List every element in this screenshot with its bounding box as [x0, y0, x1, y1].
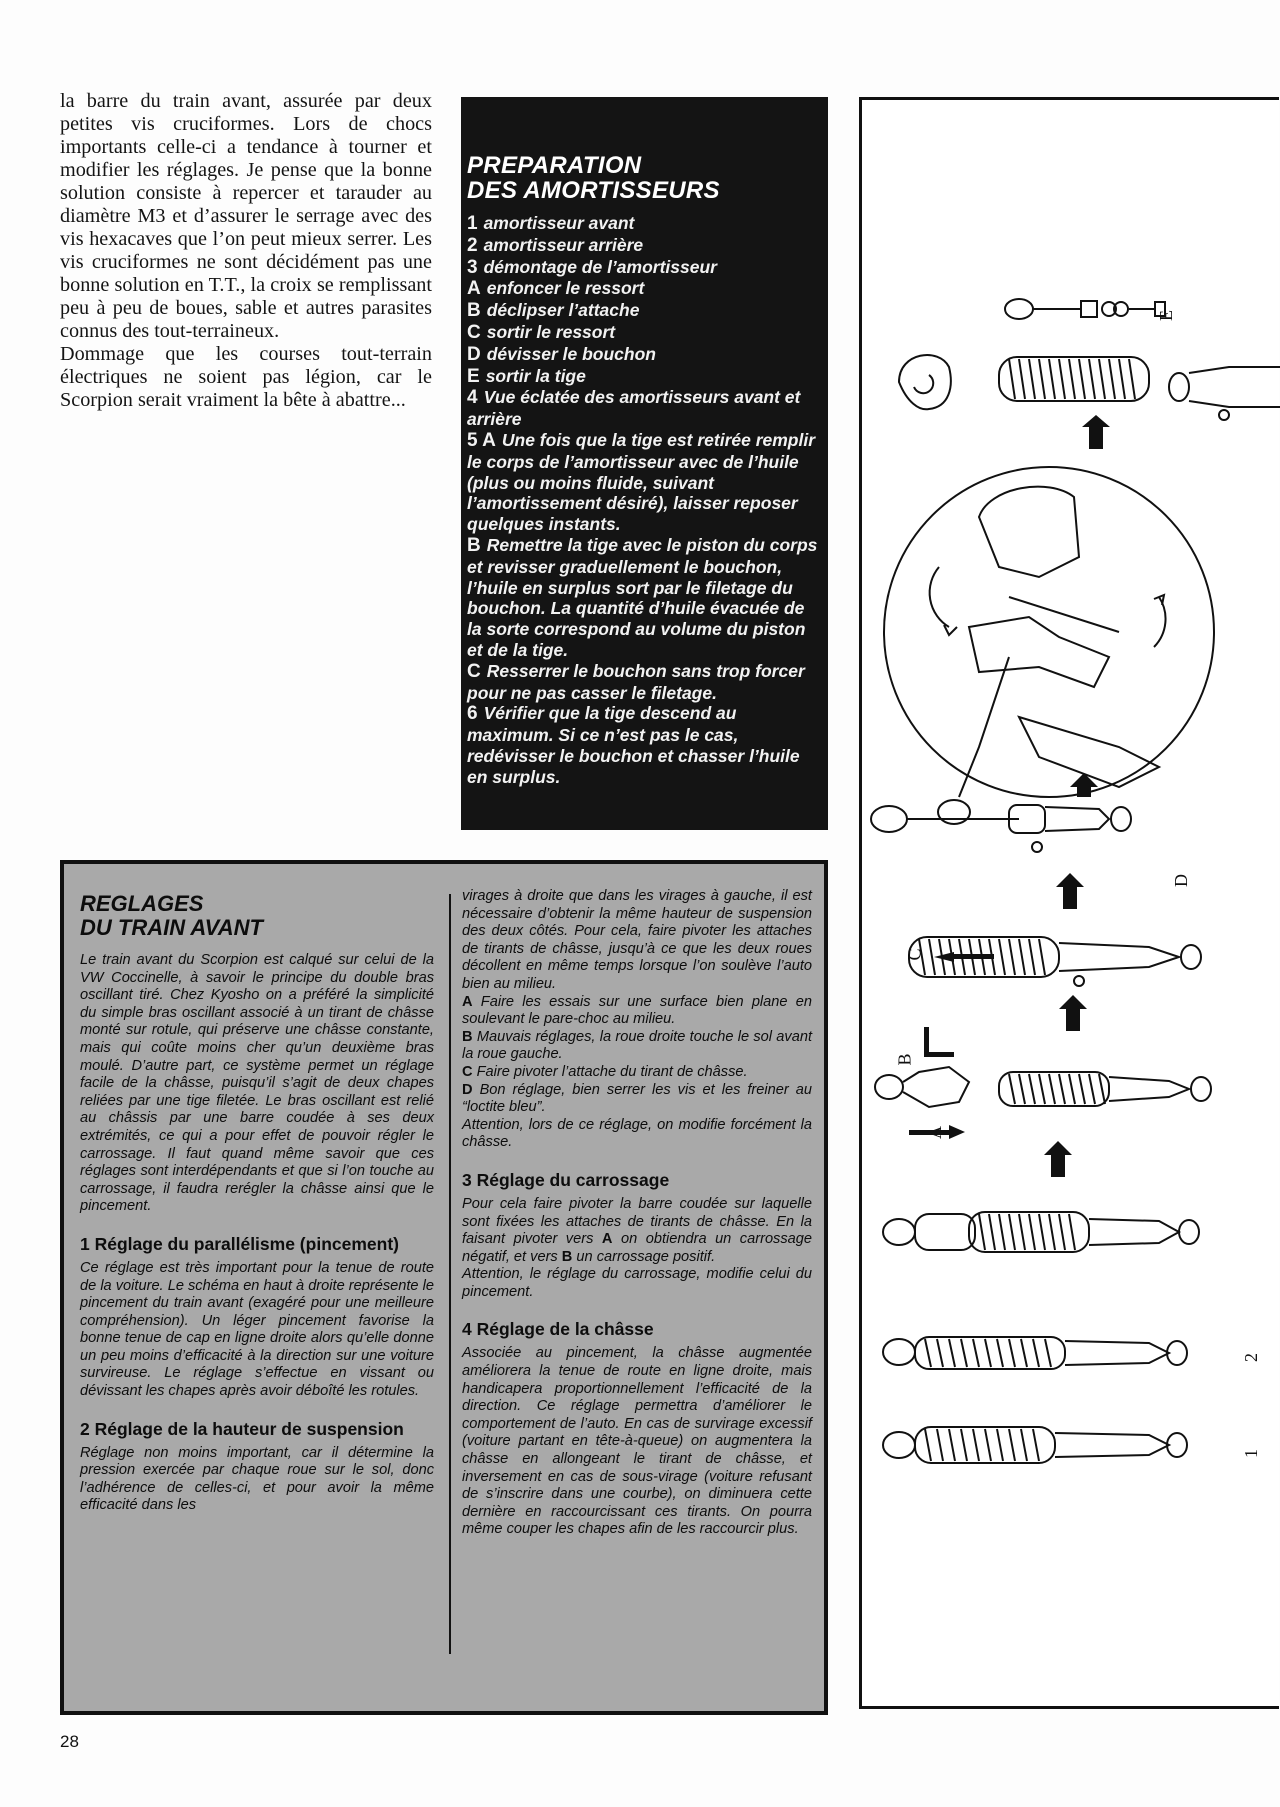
- shock-rod-part: [1005, 299, 1165, 319]
- prep-item: 5 A Une fois que la tige est retirée remplir le corps de l’amortisseur avec de l’huile (plus ou moins fluide, suivant l’amortissement désiré), laisser reposer quelques instants.: [467, 429, 816, 535]
- prep-item: 3 démontage de l’amortisseur: [467, 256, 717, 278]
- prep-item: C Resserrer le bouchon sans trop forcer pour ne pas casser le filetage.: [467, 660, 805, 703]
- label-1: 1: [1241, 1449, 1261, 1458]
- shock-2-assembled: [883, 1337, 1187, 1369]
- section-2-continued: virages à droite que dans les virages à gauche, il est nécessaire d’obtenir la même hauteur de suspension des deux côtés. Pour cela, faire pivoter les attaches de tirants de châsse, jusqu’à ce que les deux roues décollent en même temps lorsque l’on soulève l’auto bien au milieu.: [462, 888, 812, 992]
- reglages-left-column: [80, 892, 434, 1515]
- prep-item: D dévisser le bouchon: [467, 343, 656, 365]
- section-2-step-b: B Mauvais réglages, la roue droite touche le sol avant la roue gauche.: [462, 1028, 812, 1063]
- section-2-title: 2 Réglage de la hauteur de suspension: [80, 1418, 404, 1439]
- prep-item: B Remettre la tige avec le piston du corps et revisser graduellement le bouchon, l’huile en surplus sort par le filetage du bouchon. La quantité d’huile évacuée de la sorte correspond au volume du piston et de la tige.: [467, 534, 818, 660]
- intro-paragraph-2: Dommage que les courses tout-terrain électriques ne soient pas légion, car le Scorpion serait vraiment la bête à abattre...: [60, 343, 432, 411]
- label-b: B: [894, 1053, 915, 1066]
- section-4-title: 4 Réglage de la châsse: [462, 1319, 654, 1340]
- preparation-box: [461, 97, 828, 830]
- section-2-step-a: A Faire les essais sur une surface bien plane en soulevant le pare-choc au milieu.: [462, 993, 813, 1028]
- label-c: C: [904, 948, 925, 961]
- prep-item: 4 Vue éclatée des amortisseurs avant et arrière: [467, 387, 801, 430]
- prep-item: A enfoncer le ressort: [467, 278, 645, 300]
- intro-paragraph-1: la barre du train avant, assurée par deux petites vis cruciformes. Lors de chocs importants celle-ci a tendance à tourner et modifier les réglages. Je pense que la bonne solution consiste à repercer et tarauder au diamètre M3 et d’assurer le serrage avec des vis hexacaves que l’on peut mieux serrer. Les vis cruciformes ne sont décidément pas une bonne solution en T.T., la croix se remplissant peu à peu de boues, sable et autres parasites connus des tout-terraineux.: [60, 90, 432, 342]
- page-number: 28: [60, 1732, 79, 1751]
- label-e: E: [1156, 310, 1176, 321]
- shock-absorber-illustration: [859, 97, 1280, 1709]
- prep-item: E sortir la tige: [467, 365, 586, 387]
- reglages-title: REGLAGES DU TRAIN AVANT: [80, 891, 263, 940]
- section-1-text: Ce réglage est très important pour la tenue de route de la voiture. Le schéma en haut à droite représente le pincement du train avant (exagéré pour une meilleure compréhension). Un léger pincement favorise la bonne tenue de cap en ligne droite alors qu’elle donne un peu moins d’efficacité à la direction sur une voiture survireuse. Le réglage s’effectue en vissant ou dévissant les chapes après avoir déboîté les rotules.: [80, 1259, 434, 1400]
- shock-ab-part: [875, 1067, 1211, 1107]
- shock-3-assembled: [883, 1212, 1199, 1252]
- label-2: 2: [1241, 1353, 1261, 1362]
- direction-arrows: [909, 415, 1110, 1177]
- spring-clip-part: [899, 355, 951, 409]
- shock-1-assembled: [883, 1427, 1187, 1463]
- column-divider: [449, 894, 451, 1654]
- section-2-step-c: C Faire pivoter l’attache du tirant de châsse.: [462, 1063, 748, 1080]
- reglages-box: [60, 860, 828, 1715]
- prep-item: 2 amortisseur arrière: [467, 234, 644, 256]
- section-3-attention: Attention, le réglage du carrossage, modifie celui du pincement.: [462, 1266, 812, 1300]
- spring-part: [999, 357, 1149, 401]
- shock-body-part: [1169, 367, 1280, 420]
- section-2-attention: Attention, lors de ce réglage, on modifie forcément la châsse.: [462, 1116, 812, 1151]
- section-2-step-d: D Bon réglage, bien serrer les vis et les freiner au “loctite bleu”.: [462, 1081, 812, 1116]
- prep-item: B déclipser l’attache: [467, 300, 640, 322]
- label-a: A: [925, 1126, 945, 1139]
- section-1-title: 1 Réglage du parallélisme (pincement): [80, 1233, 399, 1254]
- prep-item: 6 Vérifier que la tige descend au maximum. Si ce n’est pas le cas, redévisser le bouchon et chasser l’huile en surplus.: [467, 703, 800, 787]
- prep-item: C sortir le ressort: [467, 321, 616, 343]
- intro-column: [60, 90, 432, 412]
- reglages-intro: Le train avant du Scorpion est calqué sur celui de la VW Coccinelle, à savoir le principe du double bras oscillant tiré. Chez Kyosho on a préféré la simplicité du simple bras oscillant associé à un tirant de châsse monté sur rotule, qui préserve une châsse constante, mais qui coûte moins cher qu’un deuxième bras moulé. D’autre part, ce système permet un réglage facile de la châsse, puisqu’il s’agit de deux chapes reliées par une tige filetée. Le bras oscillant est relié au châssis par une barre coudée à ses deux extrémités, ce qui a pour effet de pouvoir régler le carrossage. Il faut quand même savoir que ces réglages sont interdépendants et que si l’on touche au carrossage, il faudra rerégler la châsse ainsi que le pincement.: [80, 952, 434, 1215]
- section-2-text: Réglage non moins important, car il détermine la pression exercée par chaque roue sur le sol, donc l’adhérence de celles-ci, et pour avoir la même efficacité dans les: [80, 1444, 434, 1514]
- section-3-title: 3 Réglage du carrossage: [462, 1169, 670, 1190]
- section-4-text: Associée au pincement, la châsse augmentée améliorera la tenue de route en ligne droite, mais handicapera proportionnellement l’efficacité de la direction. Ce réglage permettra d’améliorer le comportement de l’auto. En cas de survirage excessif (voiture partant en tête-à-queue) on augmentera la châsse en allongeant le tirant de châsse, et inversement en cas de sous-virage (voiture refusant de s’inscrire dans une courbe), on diminuera cette dernière en raccourcissant ces tirants. On pourra même couper les chapes afin de les raccourcir plus.: [462, 1345, 812, 1538]
- shock-d-part: [871, 805, 1131, 852]
- section-3-text: Pour cela faire pivoter la barre coudée sur laquelle sont fixées les attaches de tirants de châsse. En la faisant pivoter vers A on obtiendra un carrossage négatif, et vers B un carrossage positif.: [462, 1195, 812, 1265]
- preparation-title: PREPARATION DES AMORTISSEURS: [467, 152, 720, 204]
- assembly-detail-circle: [884, 467, 1214, 824]
- illustration-drawing: [859, 97, 1280, 1709]
- prep-item: 1 amortisseur avant: [467, 213, 635, 234]
- label-d: D: [1171, 874, 1191, 887]
- reglages-right-column: [462, 888, 812, 1539]
